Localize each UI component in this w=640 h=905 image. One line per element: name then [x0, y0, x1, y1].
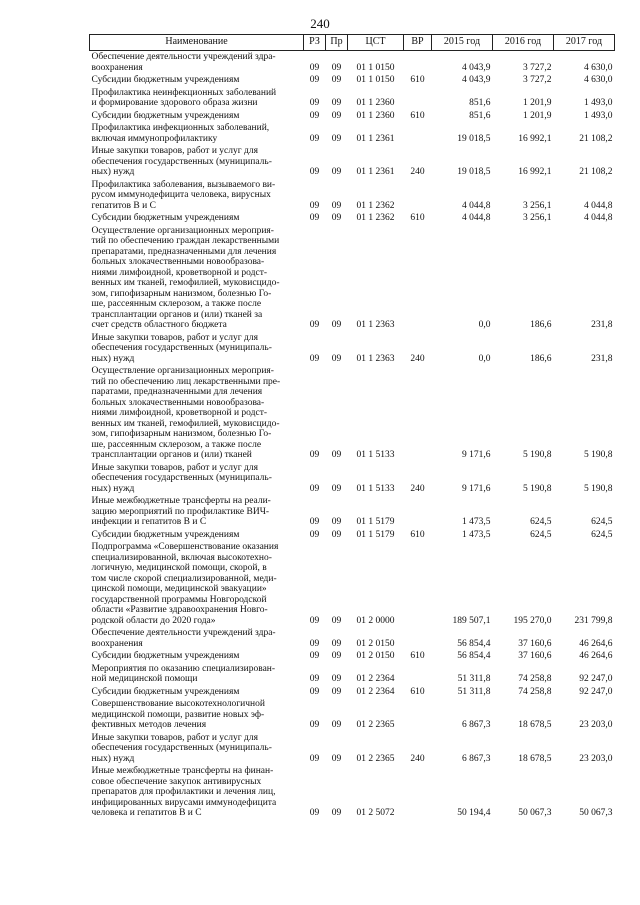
- row-vr: 240: [410, 483, 425, 494]
- row-cst: 01 1 5133: [356, 483, 395, 494]
- row-vr: 610: [410, 75, 425, 85]
- row-rz: 09: [309, 133, 320, 144]
- table-row: [90, 87, 615, 110]
- row-name: Профилактика заболевания, вызываемого ви- русом иммунодефицита человека, вирусных гепатитов В и С: [91, 179, 276, 211]
- row-rz: 09: [309, 320, 320, 330]
- row-cst: 01 1 2363: [356, 320, 395, 330]
- row-cst: 01 1 5133: [356, 450, 395, 460]
- table-row: [90, 495, 615, 529]
- row-vr: [404, 87, 432, 110]
- row-2016: 5 190,8: [523, 450, 552, 460]
- row-2017: 23 203,0: [579, 720, 613, 730]
- row-cst: 01 2 2365: [356, 753, 395, 764]
- row-2015: 50 194,4: [457, 808, 491, 818]
- row-2016: 74 258,8: [518, 686, 552, 697]
- row-cst: 01 1 5179: [356, 529, 395, 540]
- row-2017: 1 493,0: [584, 110, 613, 121]
- row-vr: [404, 225, 432, 332]
- row-2015: 9 171,6: [462, 450, 491, 460]
- row-cst: 01 2 2365: [356, 720, 395, 730]
- row-2017: 23 203,0: [579, 753, 613, 764]
- row-pr: 09: [331, 320, 342, 330]
- row-rz: 09: [309, 200, 320, 211]
- row-rz: 09: [309, 674, 320, 684]
- table-row: [90, 462, 615, 496]
- row-2016: 3 727,2: [523, 62, 552, 73]
- row-2017: 21 108,2: [579, 133, 613, 144]
- row-name: Иные межбюджетные трансферты на реали- зацию мероприятий по профилактике ВИЧ- инфекции и гепатитов В и С: [91, 496, 271, 527]
- row-vr: [404, 495, 432, 529]
- header-rz: РЗ: [304, 35, 326, 51]
- row-2016: 16 992,1: [518, 133, 552, 144]
- row-name: Иные закупки товаров, работ и услуг для обеспечения государственных (муниципаль- ных) нужд: [91, 332, 272, 364]
- row-name: Иные закупки товаров, работ и услуг для обеспечения государственных (муниципаль- ных) нужд: [91, 146, 272, 177]
- row-2017: 231,8: [591, 353, 613, 364]
- table-row: [90, 332, 615, 366]
- row-2017: 21 108,2: [579, 167, 613, 177]
- table-row: [90, 698, 615, 732]
- row-2017: 50 067,3: [579, 808, 613, 818]
- row-vr: 240: [410, 167, 425, 177]
- row-pr: 09: [331, 75, 342, 85]
- row-cst: 01 2 0000: [356, 615, 395, 626]
- table-row: [90, 529, 615, 542]
- row-cst: 01 1 2362: [356, 213, 395, 223]
- row-2017: 1 493,0: [584, 98, 613, 108]
- row-2015: 9 171,6: [462, 483, 491, 494]
- row-vr: 240: [410, 753, 425, 764]
- table-row: [90, 686, 615, 699]
- row-vr: 610: [410, 686, 425, 697]
- row-2016: 624,5: [530, 529, 552, 540]
- row-pr: 09: [331, 651, 342, 661]
- row-vr: [404, 663, 432, 686]
- header-cst: ЦСТ: [348, 35, 404, 51]
- row-2015: 4 044,8: [462, 213, 491, 223]
- row-2015: 6 867,3: [462, 753, 491, 764]
- table-row: [90, 225, 615, 332]
- row-2016: 16 992,1: [518, 167, 552, 177]
- table-header-row: [90, 35, 615, 51]
- row-name: Субсидии бюджетным учреждениям: [91, 213, 240, 223]
- row-name: Субсидии бюджетным учреждениям: [91, 529, 240, 540]
- row-rz: 09: [309, 450, 320, 460]
- row-2015: 189 507,1: [452, 615, 491, 626]
- row-2015: 1 473,5: [462, 517, 491, 527]
- row-2016: 1 201,9: [523, 98, 552, 108]
- row-rz: 09: [309, 753, 320, 764]
- row-rz: 09: [309, 167, 320, 177]
- header-2016: 2016 год: [493, 35, 554, 51]
- budget-table: [89, 34, 615, 820]
- header-2015: 2015 год: [432, 35, 493, 51]
- row-2017: 5 190,8: [584, 483, 613, 494]
- row-pr: 09: [331, 638, 342, 649]
- table-row: [90, 179, 615, 213]
- row-2015: 0,0: [478, 320, 491, 330]
- row-rz: 09: [309, 75, 320, 85]
- row-pr: 09: [331, 753, 342, 764]
- table-row: [90, 110, 615, 123]
- row-vr: [404, 541, 432, 627]
- row-pr: 09: [331, 686, 342, 697]
- row-name: Субсидии бюджетным учреждениям: [91, 651, 240, 661]
- row-vr: [404, 627, 432, 650]
- row-2017: 624,5: [591, 529, 613, 540]
- row-rz: 09: [309, 651, 320, 661]
- row-pr: 09: [331, 483, 342, 494]
- row-rz: 09: [309, 98, 320, 108]
- row-cst: 01 1 0150: [356, 75, 395, 85]
- row-2017: 4 630,0: [584, 62, 613, 73]
- row-2017: 231,8: [591, 320, 613, 330]
- row-name: Подпрограмма «Совершенствование оказания специализированной, включая высокотехно- логичную, медицинской помощи, скорой, в том числе скорой специализированной, меди- цинской помощи, медицинской эвакуации» государственной программы Новгородской области «Развитие здравоохранения Новго- родской области до 2020 года»: [91, 542, 279, 626]
- row-name: Субсидии бюджетным учреждениям: [91, 75, 240, 85]
- row-cst: 01 2 0150: [356, 651, 395, 661]
- table-row: [90, 122, 615, 145]
- row-vr: [404, 698, 432, 732]
- row-name: Обеспечение деятельности учреждений здра- воохранения: [91, 52, 276, 73]
- table-row: [90, 365, 615, 462]
- row-vr: [404, 179, 432, 213]
- row-2017: 4 630,0: [584, 75, 613, 85]
- row-pr: 09: [331, 213, 342, 223]
- row-vr: 240: [410, 353, 425, 364]
- row-cst: 01 1 0150: [356, 62, 395, 73]
- row-cst: 01 2 0150: [356, 638, 395, 649]
- header-vr: ВР: [404, 35, 432, 51]
- row-name: Иные закупки товаров, работ и услуг для обеспечения государственных (муниципаль- ных) нужд: [91, 732, 272, 764]
- row-cst: 01 1 2360: [356, 110, 395, 121]
- row-rz: 09: [309, 353, 320, 364]
- row-2015: 51 311,8: [457, 674, 491, 684]
- row-name: Осуществление организационных мероприя- тий по обеспечению лиц лекарственными пре- паратами, предназначенными для лечения больных злокачественными новообразова- ниями лимфоидной, кроветворной и родст- венных им тканей, гемофилией, муковисцидо- зом, гипофизарным нанизмом, болезнью Го- ше, рассеянным склерозом, а также после трансплантации органов и (или) тканей: [91, 366, 281, 460]
- row-vr: [404, 365, 432, 462]
- row-cst: 01 1 2361: [356, 133, 395, 144]
- row-2017: 92 247,0: [579, 686, 613, 697]
- row-pr: 09: [331, 615, 342, 626]
- row-pr: 09: [331, 450, 342, 460]
- header-name: Наименование: [90, 35, 304, 51]
- row-2015: 4 043,9: [462, 62, 491, 73]
- row-pr: 09: [331, 720, 342, 730]
- row-cst: 01 1 2361: [356, 167, 395, 177]
- row-vr: 610: [410, 110, 425, 121]
- row-cst: 01 1 2360: [356, 98, 395, 108]
- row-rz: 09: [309, 638, 320, 649]
- row-2016: 18 678,5: [518, 753, 552, 764]
- row-2016: 3 256,1: [523, 200, 552, 211]
- row-pr: 09: [331, 200, 342, 211]
- row-rz: 09: [309, 615, 320, 626]
- row-2016: 3 727,2: [523, 75, 552, 85]
- row-rz: 09: [309, 686, 320, 697]
- row-cst: 01 1 5179: [356, 517, 395, 527]
- row-pr: 09: [331, 110, 342, 121]
- table-row: [90, 212, 615, 225]
- row-2015: 6 867,3: [462, 720, 491, 730]
- row-vr: 610: [410, 529, 425, 540]
- row-rz: 09: [309, 720, 320, 730]
- row-2016: 3 256,1: [523, 213, 552, 223]
- header-2017: 2017 год: [554, 35, 615, 51]
- row-2016: 18 678,5: [518, 720, 552, 730]
- row-2016: 37 160,6: [518, 651, 552, 661]
- row-rz: 09: [309, 517, 320, 527]
- table-body: [90, 51, 615, 820]
- row-name: Мероприятия по оказанию специализирован- ной медицинской помощи: [91, 663, 276, 684]
- row-cst: 01 1 2362: [356, 200, 395, 211]
- row-cst: 01 1 2363: [356, 353, 395, 364]
- row-2015: 851,6: [469, 98, 491, 108]
- page-number: 240: [310, 16, 330, 31]
- row-vr: [404, 51, 432, 75]
- row-name: Профилактика инфекционных заболеваний, включая иммунопрофилактику: [91, 123, 270, 144]
- row-2016: 186,6: [530, 353, 552, 364]
- row-name: Профилактика неинфекционных заболеваний и формирование здорового образа жизни: [91, 87, 277, 108]
- table-row: [90, 145, 615, 179]
- row-2015: 51 311,8: [457, 686, 491, 697]
- row-2017: 46 264,6: [579, 638, 613, 649]
- row-2017: 5 190,8: [584, 450, 613, 460]
- row-name: Обеспечение деятельности учреждений здра- воохранения: [91, 628, 276, 649]
- row-pr: 09: [331, 353, 342, 364]
- row-2017: 46 264,6: [579, 651, 613, 661]
- row-2017: 4 044,8: [584, 213, 613, 223]
- row-2015: 4 043,9: [462, 75, 491, 85]
- row-2017: 231 799,8: [574, 615, 613, 626]
- row-2015: 56 854,4: [457, 651, 491, 661]
- row-2016: 5 190,8: [523, 483, 552, 494]
- row-2016: 195 270,0: [513, 615, 552, 626]
- row-2017: 4 044,8: [584, 200, 613, 211]
- row-2016: 186,6: [530, 320, 552, 330]
- row-vr: [404, 122, 432, 145]
- row-rz: 09: [309, 808, 320, 818]
- row-name: Совершенствование высокотехнологичной медицинской помощи, развитие новых эф- фективных методов лечения: [91, 699, 265, 730]
- row-rz: 09: [309, 483, 320, 494]
- row-name: Субсидии бюджетным учреждениям: [91, 110, 240, 121]
- row-rz: 09: [309, 529, 320, 540]
- row-vr: [404, 765, 432, 820]
- row-2016: 74 258,8: [518, 674, 552, 684]
- row-2016: 37 160,6: [518, 638, 552, 649]
- row-2016: 624,5: [530, 517, 552, 527]
- row-2015: 4 044,8: [462, 200, 491, 211]
- row-pr: 09: [331, 529, 342, 540]
- table-row: [90, 74, 615, 87]
- row-cst: 01 2 2364: [356, 674, 395, 684]
- header-pr: Пр: [326, 35, 348, 51]
- row-pr: 09: [331, 98, 342, 108]
- row-vr: 610: [410, 651, 425, 661]
- row-pr: 09: [331, 674, 342, 684]
- row-name: Иные межбюджетные трансферты на финан- совое обеспечение закупок антивирусных препаратов для профилактики и лечения лиц, инфицированных вирусами иммунодефицита человека и гепатитов В и С: [91, 766, 277, 818]
- row-2015: 1 473,5: [462, 529, 491, 540]
- row-rz: 09: [309, 110, 320, 121]
- table-row: [90, 732, 615, 766]
- row-vr: 610: [410, 213, 425, 223]
- row-name: Субсидии бюджетным учреждениям: [91, 686, 240, 697]
- table-row: [90, 627, 615, 650]
- row-name: Иные закупки товаров, работ и услуг для обеспечения государственных (муниципаль- ных) нужд: [91, 462, 272, 494]
- row-pr: 09: [331, 62, 342, 73]
- row-cst: 01 2 5072: [356, 808, 395, 818]
- table-row: [90, 51, 615, 75]
- row-pr: 09: [331, 517, 342, 527]
- row-2015: 56 854,4: [457, 638, 491, 649]
- row-2015: 19 018,5: [457, 133, 491, 144]
- row-2016: 1 201,9: [523, 110, 552, 121]
- row-cst: 01 2 2364: [356, 686, 395, 697]
- row-rz: 09: [309, 213, 320, 223]
- row-2017: 624,5: [591, 517, 613, 527]
- row-pr: 09: [331, 808, 342, 818]
- row-pr: 09: [331, 167, 342, 177]
- table-row: [90, 541, 615, 627]
- table-row: [90, 650, 615, 663]
- row-2017: 92 247,0: [579, 674, 613, 684]
- row-2016: 50 067,3: [518, 808, 552, 818]
- row-name: Осуществление организационных мероприя- тий по обеспечению граждан лекарственными препаратами, предназначенными для лечения больных злокачественными новообразова- ниями лимфоидной, кроветворной и родст- венных им тканей, гемофилией, муковисцидо- зом, гипофизарным нанизмом, болезнью Го- ше, рассеянным склерозом, а также после трансплантации органов и (или) тканей за счет средств областного бюджета: [91, 225, 280, 330]
- row-2015: 851,6: [469, 110, 491, 121]
- row-pr: 09: [331, 133, 342, 144]
- table-row: [90, 663, 615, 686]
- table-row: [90, 765, 615, 820]
- row-2015: 19 018,5: [457, 167, 491, 177]
- row-rz: 09: [309, 62, 320, 73]
- row-2015: 0,0: [478, 353, 491, 364]
